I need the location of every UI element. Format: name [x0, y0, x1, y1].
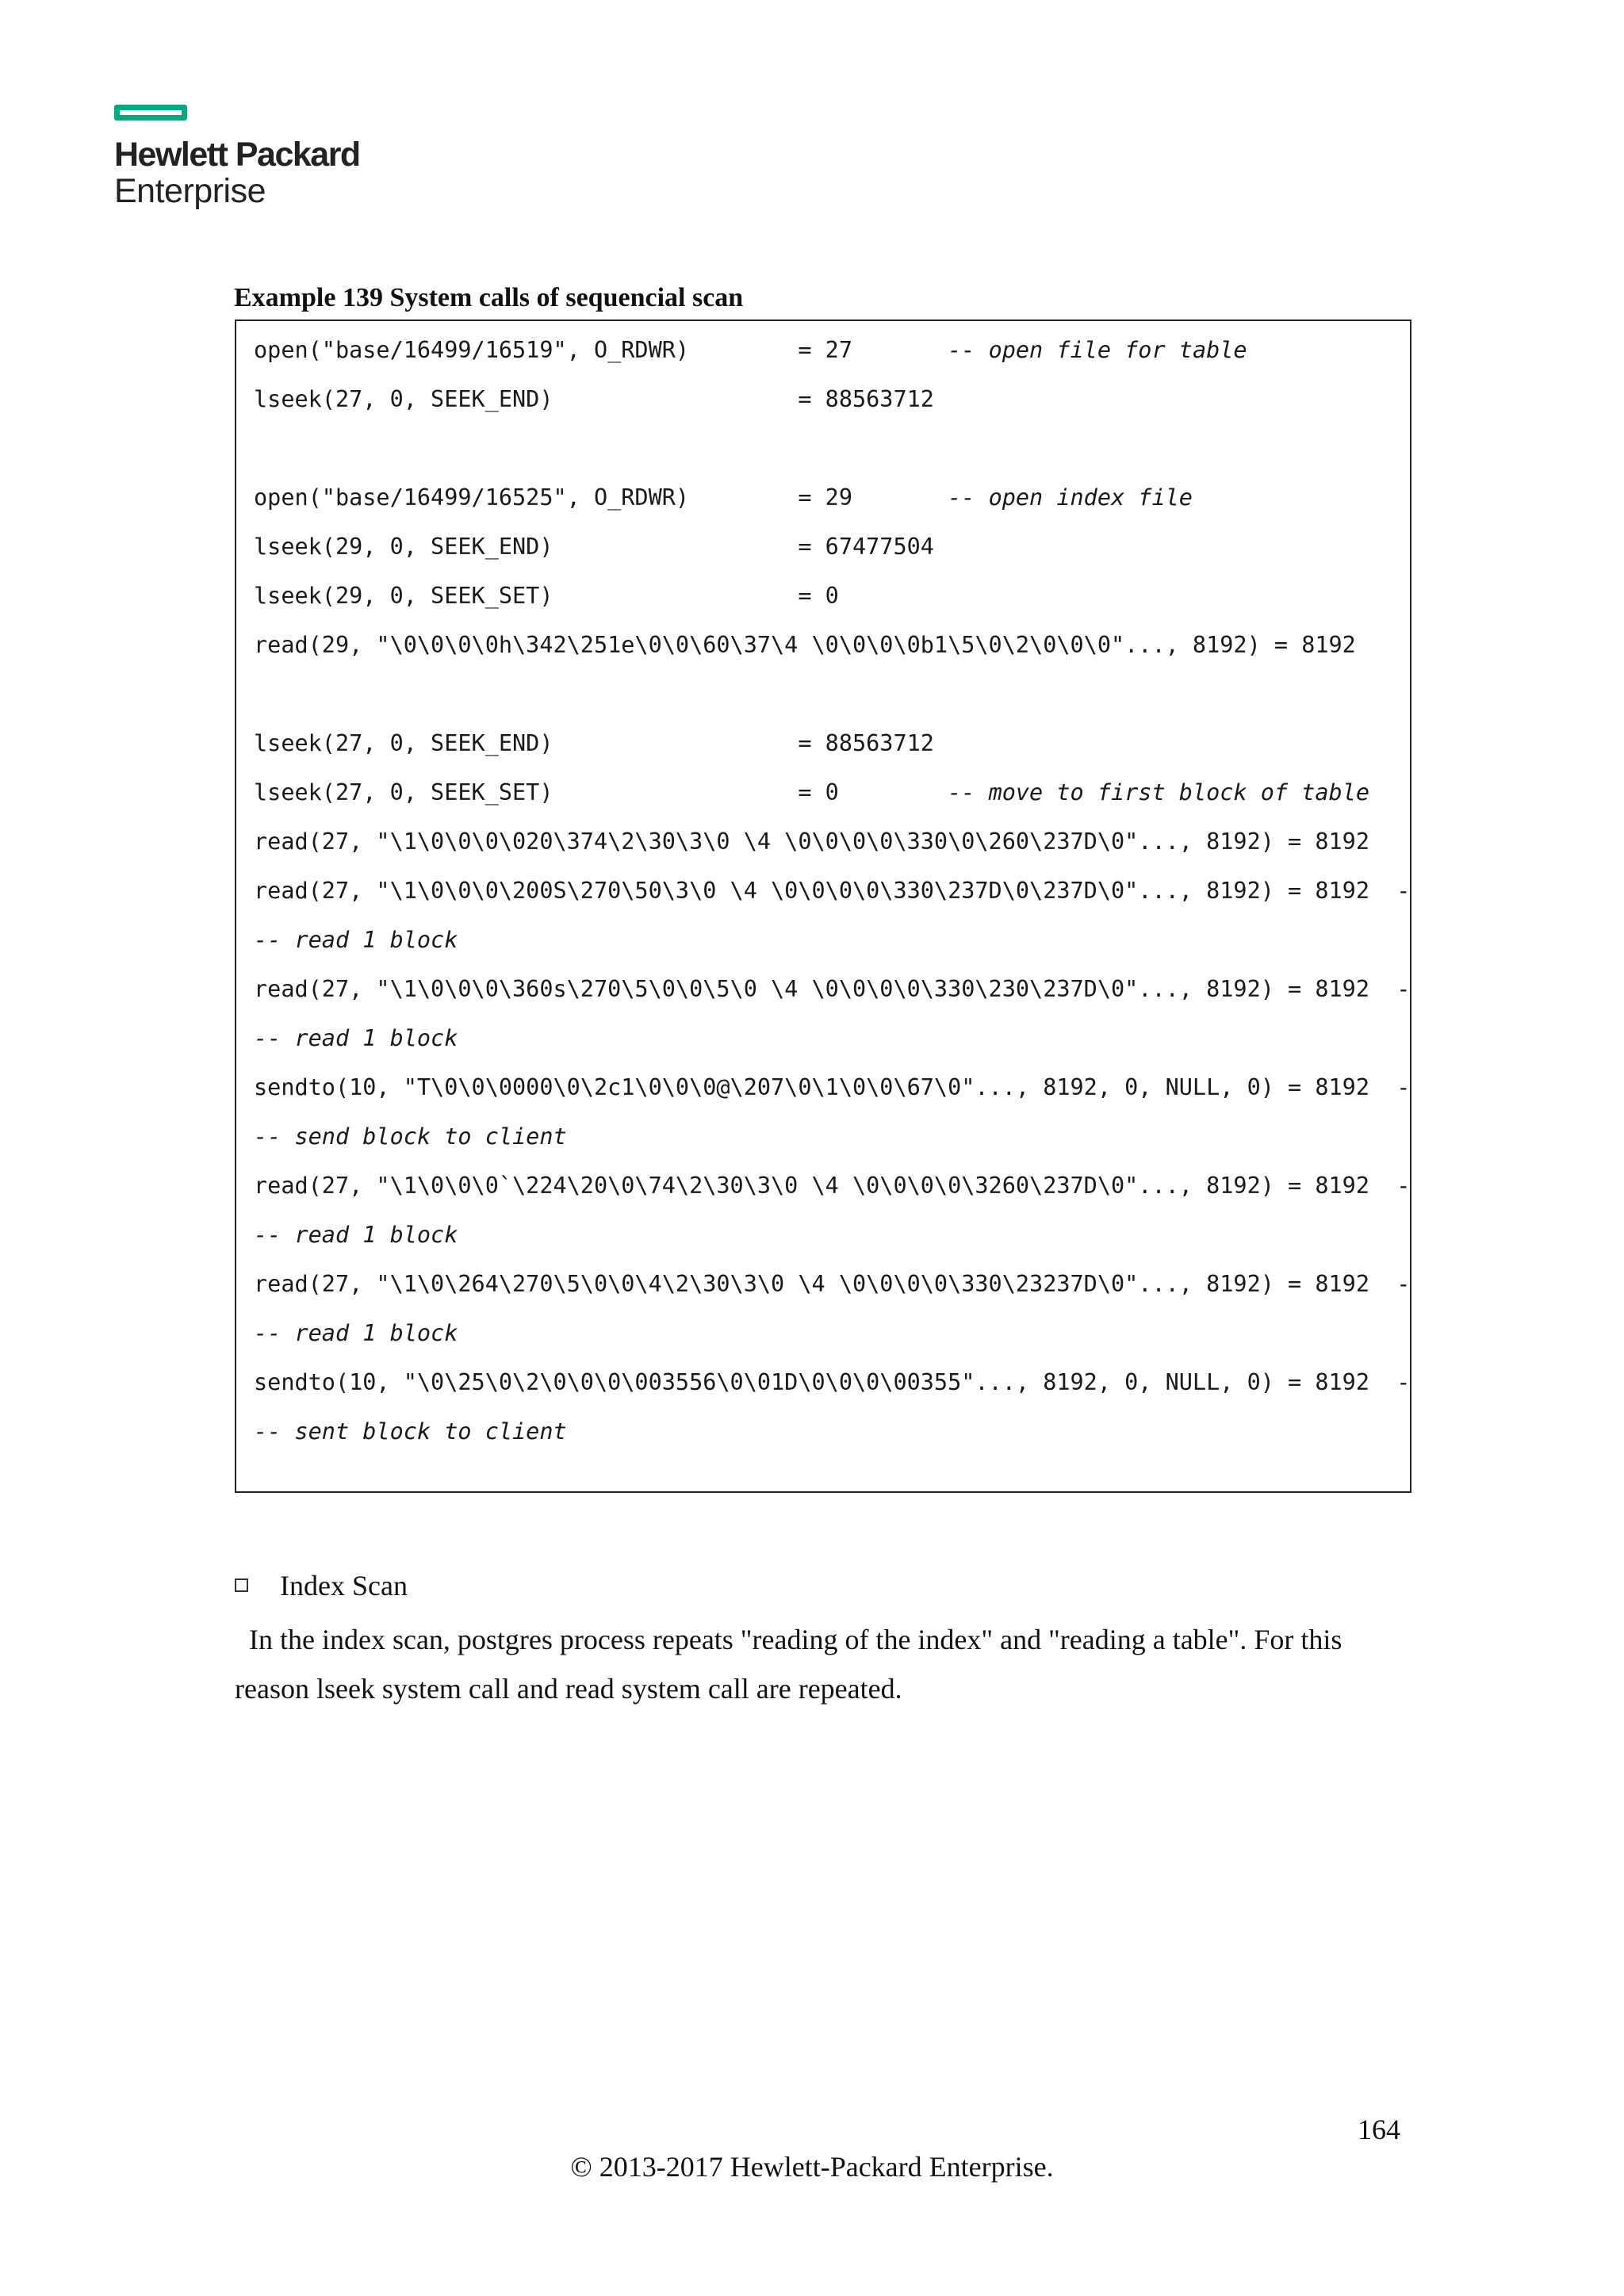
example-caption: Example 139 System calls of sequencial scan	[234, 283, 744, 312]
code-comment: -- open file for table	[948, 337, 1247, 363]
code-line	[254, 1260, 1410, 1309]
code-comment: -- move to first block of table	[948, 779, 1370, 806]
code-line	[254, 1014, 458, 1063]
section-heading-text: Index Scan	[280, 1570, 408, 1601]
code-line	[254, 522, 934, 572]
logo-text-line2: Enterprise	[114, 172, 266, 210]
code-text: lseek(27, 0, SEEK_END) = 88563712	[254, 386, 934, 412]
code-line	[254, 1161, 1410, 1211]
code-comment: -- send block to client	[254, 1123, 567, 1150]
code-line	[254, 473, 1193, 522]
code-line	[254, 572, 839, 621]
square-bullet-icon	[235, 1578, 248, 1592]
code-text: open("base/16499/16525", O_RDWR) = 29	[254, 484, 948, 511]
code-line	[254, 916, 458, 965]
section-heading	[235, 1567, 408, 1604]
code-line	[254, 817, 1369, 867]
body-paragraph: In the index scan, postgres process repeats "reading of the index" and "reading a table". For this reason lseek system call and read system call are repeated.	[235, 1624, 1342, 1705]
code-text: lseek(27, 0, SEEK_END) = 88563712	[254, 730, 934, 756]
code-line	[254, 1063, 1410, 1112]
code-comment: -- read 1 block	[254, 927, 458, 953]
code-line	[254, 965, 1410, 1014]
code-line	[254, 1407, 567, 1456]
code-text: read(27, "\1\0\0\0\200S\270\50\3\0 \4 \0\0\0\0\330\237D\0\237D\0"..., 8192) = 8192 -	[254, 878, 1411, 904]
code-comment: -- read 1 block	[254, 1320, 458, 1346]
code-text: open("base/16499/16519", O_RDWR) = 27	[254, 337, 948, 363]
code-line	[254, 1309, 458, 1358]
code-text: sendto(10, "\0\25\0\2\0\0\0\003556\0\01D\0\0\0\00355"..., 8192, 0, NULL, 0) = 8192 -	[254, 1369, 1411, 1395]
page-number: 164	[1358, 2114, 1400, 2145]
code-line	[254, 1112, 567, 1161]
hpe-logo	[114, 105, 360, 209]
code-line	[254, 621, 1356, 670]
code-listing	[235, 320, 1411, 1493]
code-text: read(27, "\1\0\0\0\360s\270\5\0\0\5\0 \4 \0\0\0\0\330\230\237D\0"..., 8192) = 8192 -	[254, 976, 1411, 1002]
code-comment: -- read 1 block	[254, 1025, 458, 1051]
logo-text-line1: Hewlett Packard	[114, 136, 360, 174]
code-comment: -- open index file	[948, 484, 1193, 511]
code-text: lseek(29, 0, SEEK_SET) = 0	[254, 583, 839, 609]
code-comment: -- sent block to client	[254, 1418, 567, 1445]
hpe-logo-mark	[114, 105, 187, 121]
code-line	[254, 1358, 1410, 1407]
code-line	[254, 867, 1410, 916]
code-line	[254, 1211, 458, 1260]
code-line	[254, 719, 934, 768]
code-text: sendto(10, "T\0\0\0000\0\2c1\0\0\0@\207\0\1\0\0\67\0"..., 8192, 0, NULL, 0) = 8192 -	[254, 1074, 1411, 1100]
code-line	[254, 375, 934, 424]
code-text: lseek(29, 0, SEEK_END) = 67477504	[254, 534, 934, 560]
code-text: read(29, "\0\0\0\0h\342\251e\0\0\60\37\4 \0\0\0\0b1\5\0\2\0\0\0"..., 8192) = 8192	[254, 632, 1356, 658]
code-line	[254, 326, 1247, 375]
code-text: read(27, "\1\0\0\0`\224\20\0\74\2\30\3\0 \4 \0\0\0\0\3260\237D\0"..., 8192) = 8192 -	[254, 1173, 1411, 1199]
code-text: read(27, "\1\0\0\0\020\374\2\30\3\0 \4 \0\0\0\0\330\0\260\237D\0"..., 8192) = 8192	[254, 828, 1369, 855]
code-text: read(27, "\1\0\264\270\5\0\0\4\2\30\3\0 \4 \0\0\0\0\330\23237D\0"..., 8192) = 8192 -	[254, 1271, 1411, 1297]
copyright-footer: © 2013-2017 Hewlett-Packard Enterprise.	[570, 2151, 1054, 2183]
code-comment: -- read 1 block	[254, 1222, 458, 1248]
code-text: lseek(27, 0, SEEK_SET) = 0	[254, 779, 948, 806]
code-line	[254, 768, 1369, 817]
